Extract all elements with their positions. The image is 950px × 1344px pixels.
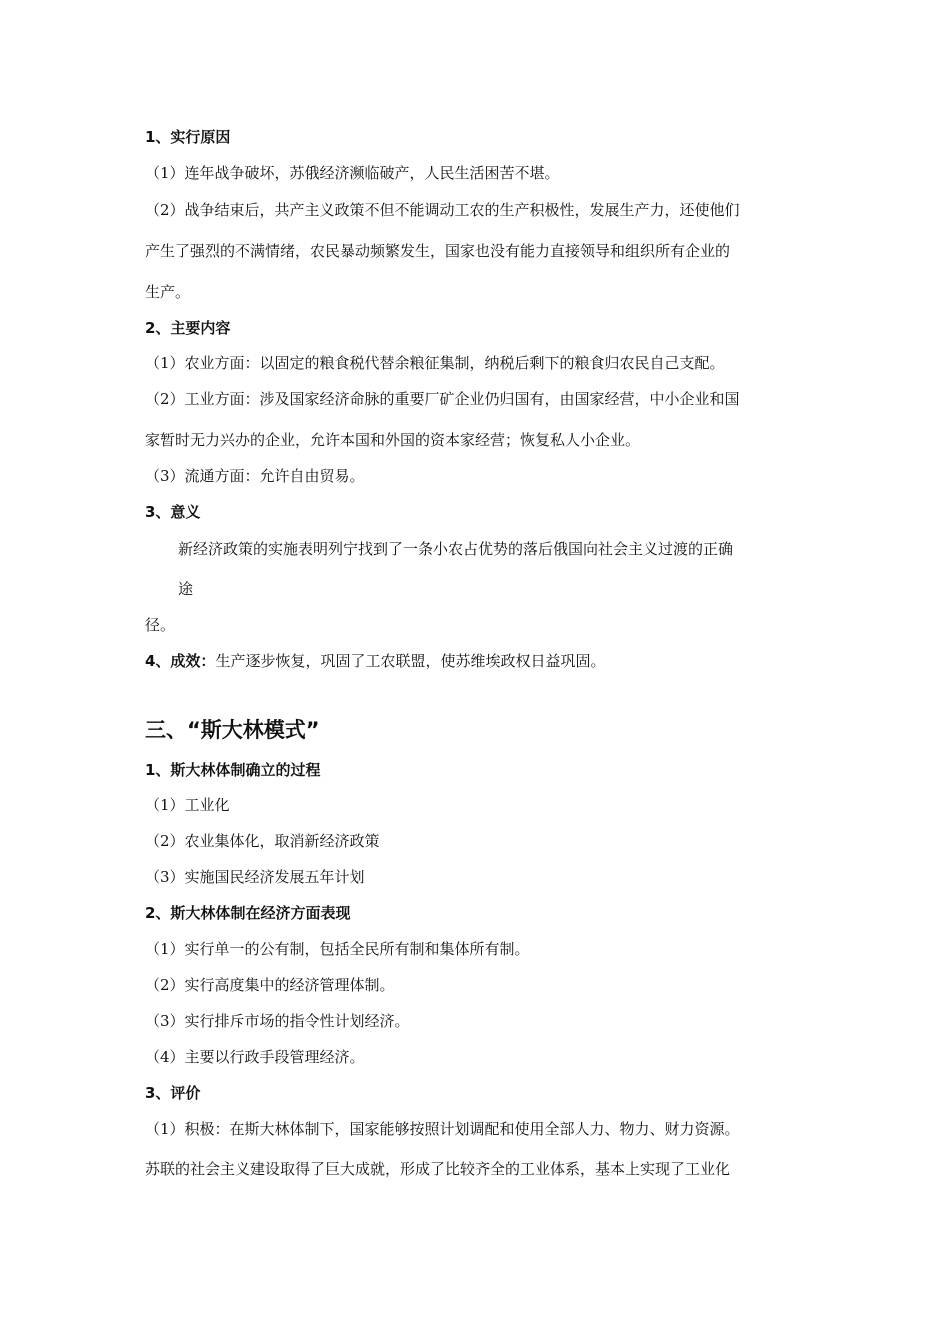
heading-reasons: 1、实行原因 [145,128,231,146]
paragraph: （3）流通方面：允许自由贸易。 [145,467,365,485]
section-title: 三、“斯大林模式” [145,718,320,742]
paragraph: 家暂时无力兴办的企业，允许本国和外国的资本家经营；恢复私人小企业。 [145,431,641,449]
paragraph: 产生了强烈的不满情绪，农民暴动频繁发生，国家也没有能力直接领导和组织所有企业的 [145,242,731,260]
heading-establishment: 1、斯大林体制确立的过程 [145,761,321,779]
paragraph: （2）工业方面：涉及国家经济命脉的重要厂矿企业仍归国有，由国家经营，中小企业和国 [145,390,740,408]
list-item: （1）工业化 [145,796,230,814]
paragraph: （2）战争结束后，共产主义政策不但不能调动工农的生产积极性，发展生产力，还使他们 [145,201,740,219]
heading-significance: 3、意义 [145,503,201,521]
paragraph: 苏联的社会主义建设取得了巨大成就，形成了比较齐全的工业体系，基本上实现了工业化 [145,1160,731,1178]
heading-evaluation: 3、评价 [145,1084,201,1102]
paragraph: （1）积极：在斯大林体制下，国家能够按照计划调配和使用全部人力、物力、财力资源。 [145,1120,740,1138]
paragraph: （1）农业方面：以固定的粮食税代替余粮征集制，纳税后剩下的粮食归农民自己支配。 [145,354,725,372]
list-item: （3）实行排斥市场的指令性计划经济。 [145,1012,410,1030]
list-item: （2）实行高度集中的经济管理体制。 [145,976,395,994]
heading-main-content: 2、主要内容 [145,319,231,337]
paragraph: 生产。 [145,283,191,301]
list-item: （3）实施国民经济发展五年计划 [145,868,365,886]
list-item: （2）农业集体化，取消新经济政策 [145,832,380,850]
list-item: （4）主要以行政手段管理经济。 [145,1048,365,1066]
paragraph: 新经济政策的实施表明列宁找到了一条小农占优势的落后俄国向社会主义过渡的正确 [178,540,734,558]
paragraph: （1）连年战争破坏，苏俄经济濒临破产，人民生活困苦不堪。 [145,164,560,182]
heading-economic: 2、斯大林体制在经济方面表现 [145,904,351,922]
paragraph: 径。 [145,616,176,634]
heading-results: 4、成效： [145,652,216,670]
paragraph: 途 [178,580,194,598]
list-item: （1）实行单一的公有制，包括全民所有制和集体所有制。 [145,940,530,958]
results-text: 生产逐步恢复，巩固了工农联盟，使苏维埃政权日益巩固。 [215,652,606,670]
results-line [145,651,605,671]
